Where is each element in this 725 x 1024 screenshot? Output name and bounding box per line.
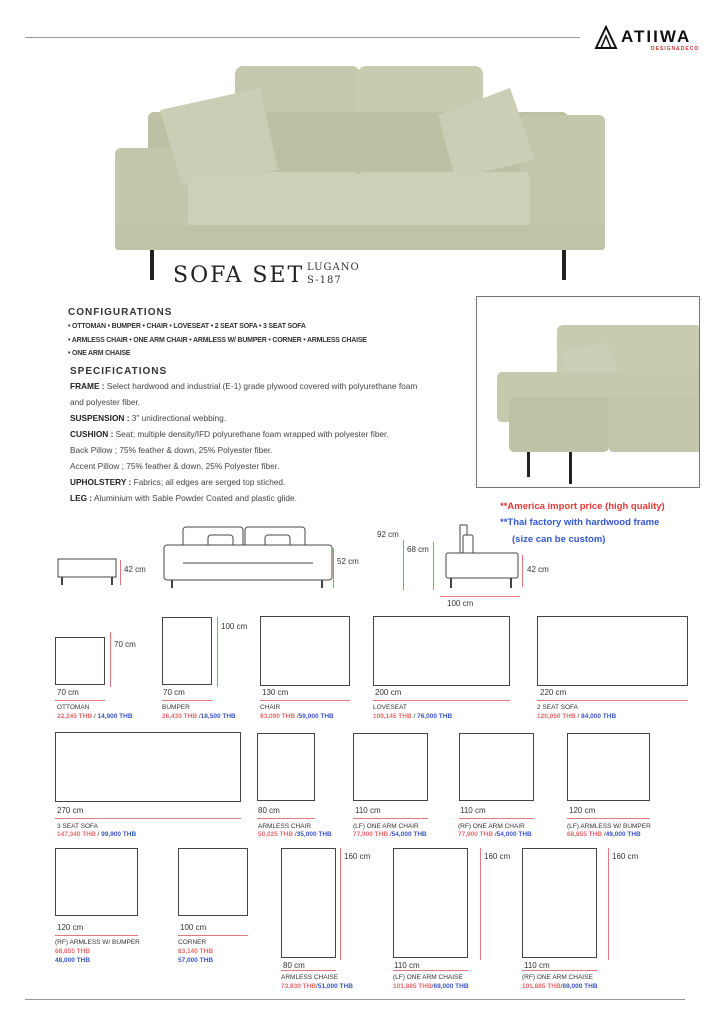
price-import: 109,145 THB [373,713,412,720]
item-name: 2 SEAT SOFA [537,704,578,711]
item-name: CORNER [178,939,207,946]
dim-line [459,818,534,819]
dim-back-height: 68 cm [407,545,429,554]
dim-bumper-width: 70 cm [163,688,185,697]
price-import: 120,050 THB [537,713,576,720]
price-thai: 35,000 THB [296,831,332,838]
item-price: 77,900 THB /54,000 THB [458,831,532,838]
dim-line [353,818,428,819]
spec-suspension-label: SUSPENSION : [70,413,130,423]
dim-line [522,555,523,587]
dim-line [480,848,481,960]
dim-line [393,970,468,971]
spec-upholstery-label: UPHOLSTERY : [70,477,132,487]
rf-one-arm-chaise-plan [522,848,597,958]
corner-plan [178,848,248,916]
price-import: 93,090 THB [260,713,296,720]
dim-line [522,970,597,971]
dim-line [433,542,434,590]
note-import-price: **America import price (high quality) [500,501,665,512]
spec-frame-label: FRAME : [70,381,105,391]
dim-line [120,560,121,585]
configurations-line: • ONE ARM CHAISE [68,350,131,357]
dim-ottoman-width: 70 cm [57,688,79,697]
dim-sofa-height: 52 cm [337,557,359,566]
dim-line [55,935,138,936]
dim-line [178,935,248,936]
rf-armless-bumper-plan [55,848,138,916]
price-thai: 49,000 THB [605,831,641,838]
price-import: 26,430 THB [162,713,198,720]
page-title: SOFA SET [173,263,305,288]
brand-logo [593,24,619,55]
dim-line [440,596,520,597]
two-seat-sofa-plan [537,616,688,686]
item-price: 93,090 THB /59,000 THB [260,713,334,720]
spec-leg-label: LEG : [70,493,93,503]
dim-rf-armless-bumper-width: 120 cm [57,923,84,932]
item-name: BUMPER [162,704,190,711]
hero-sofa-image [110,60,605,285]
spec-frame-text: Select hardwood and industrial (E-1) grade plywood covered with polyurethane foam [106,381,418,391]
armless-chaise-plan [281,848,336,958]
price-import: 77,900 THB [353,831,389,838]
dim-two-seat-width: 220 cm [540,688,567,697]
item-name: (LF) ONE ARM CHAISE [393,974,463,981]
lf-armless-bumper-plan [567,733,650,801]
item-name: CHAIR [260,704,281,711]
dim-ottoman-height: 42 cm [124,565,146,574]
ottoman-plan [55,637,105,685]
price-import: 68,855 THB [55,948,91,955]
item-name: (RF) ONE ARM CHAISE [522,974,593,981]
dim-lf-one-arm-chair-width: 110 cm [355,806,381,815]
dim-loveseat-width: 200 cm [375,688,402,697]
model-name: LUGANO [307,262,360,273]
dim-three-seat-width: 270 cm [57,806,84,815]
note-factory: **Thai factory with hardwood frame [500,517,660,528]
price-thai: 59,000 THB [298,713,334,720]
item-name: ARMLESS CHAIR [258,823,312,830]
dim-armless-chair-width: 80 cm [258,806,280,815]
dim-line [257,818,315,819]
dim-lf-one-arm-chaise-depth: 160 cm [484,852,511,861]
item-price: 109,145 THB / 76,000 THB [373,713,453,720]
price-thai: 54,000 THB [496,831,532,838]
item-price: 73,830 THB/51,000 THB [281,983,353,990]
price-import: 147,340 THB [57,831,96,838]
spec-leg-text: Aluminium with Sable Powder Coated and plastic glide. [93,493,297,503]
dim-ottoman-depth: 70 cm [114,640,136,649]
price-thai: 54,000 THB [391,831,427,838]
item-name: (LF) ONE ARM CHAIR [353,823,419,830]
dim-line [340,848,341,960]
dim-line [281,970,336,971]
price-import: 101,885 THB [522,983,561,990]
dim-bumper-depth: 100 cm [221,622,248,631]
dim-armless-chaise-depth: 160 cm [344,852,371,861]
item-name: (RF) ONE ARM CHAIR [458,823,525,830]
lf-one-arm-chaise-plan [393,848,468,958]
dim-depth: 100 cm [447,599,474,608]
price-thai: 14,900 THB [97,713,133,720]
price-import: 77,900 THB [458,831,494,838]
specifications-body [70,378,465,506]
dim-line [373,700,510,701]
item-price: 22,245 THB / 14,900 THB [57,713,133,720]
dim-line [55,818,241,819]
price-thai: 57,000 THB [178,957,214,964]
three-seat-sofa-plan [55,732,241,802]
dim-lf-one-arm-chaise-width: 110 cm [394,961,420,970]
item-price: 147,340 THB / 99,900 THB [57,831,137,838]
dim-line [110,632,111,687]
sofa-side-drawing [445,523,520,596]
dim-armless-chaise-width: 80 cm [283,961,305,970]
price-thai: 84,000 THB [581,713,617,720]
item-price: 50,025 THB /35,000 THB [258,831,332,838]
dim-line [260,700,350,701]
dim-line [537,700,688,701]
price-import: 73,830 THB [281,983,317,990]
specifications-heading: SPECIFICATIONS [70,366,168,377]
item-name: (LF) ARMLESS W/ BUMPER [567,823,651,830]
item-price: 120,050 THB / 84,000 THB [537,713,617,720]
dim-line [162,700,212,701]
model-code: S-187 [307,275,342,286]
spec-cushion-label: CUSHION : [70,429,114,439]
configurations-line: • OTTOMAN • BUMPER • CHAIR • LOVESEAT • 2 SEAT SOFA • 3 SEAT SOFA [68,323,306,330]
side-sofa-image [476,296,700,488]
configurations-line: • ARMLESS CHAIR • ONE ARM CHAIR • ARMLESS W/ BUMPER • CORNER • ARMLESS CHAISE [68,337,367,344]
bumper-plan [162,617,212,685]
dim-line [333,548,334,588]
spec-cushion-text: Seat; multiple density/IFD polyurethane foam wrapped with polyester fiber. [115,429,389,439]
spec-accent-pillow: Accent Pillow ; 75% feather & down, 25% Polyester fiber. [70,461,280,471]
price-thai: 99,900 THB [101,831,137,838]
price-import: 22,245 THB [57,713,93,720]
dim-back-total: 92 cm [377,530,399,539]
dim-rf-one-arm-chaise-width: 110 cm [524,961,550,970]
price-thai: 48,000 THB [55,957,91,964]
dim-rf-one-arm-chair-width: 110 cm [460,806,486,815]
item-name: 3 SEAT SOFA [57,823,98,830]
price-thai: 69,000 THB [562,983,598,990]
spec-frame-text-2: and polyester fiber. [70,397,141,407]
sofa-front-drawing [163,525,333,595]
item-name: (RF) ARMLESS W/ BUMPER [55,939,140,946]
configurations-heading: CONFIGURATIONS [68,307,173,318]
spec-upholstery-text: Fabrics; all edges are serged top stiched. [133,477,286,487]
item-price: 26,430 THB /18,500 THB [162,713,236,720]
item-price: 68,855 THB /49,000 THB [567,831,641,838]
dim-line [567,818,650,819]
price-thai: 51,000 THB [317,983,353,990]
dim-line [403,540,404,590]
dim-line [608,848,609,960]
dim-chair-width: 130 cm [262,688,289,697]
spec-suspension-text: 3" unidirectional webbing. [131,413,227,423]
item-price: 77,900 THB /54,000 THB [353,831,427,838]
item-name: OTTOMAN [57,704,90,711]
item-price: 101,885 THB/69,000 THB [522,983,598,990]
footer-rule [25,999,685,1000]
rf-one-arm-chair-plan [459,733,534,801]
brand-name: ATIIWA [621,27,692,46]
lf-one-arm-chair-plan [353,733,428,801]
dim-line [55,700,105,701]
item-name: LOVESEAT [373,704,407,711]
dim-side-seat-height: 42 cm [527,565,549,574]
price-thai: 69,000 THB [433,983,469,990]
header-rule [25,37,580,38]
dim-rf-one-arm-chaise-depth: 160 cm [612,852,639,861]
spec-back-pillow: Back Pillow ; 75% feather & down, 25% Polyester fiber. [70,445,273,455]
chair-plan [260,616,350,686]
brand-tagline: DESIGN&DECO [651,46,700,52]
price-import: 50,025 THB [258,831,294,838]
armless-chair-plan [257,733,315,801]
price-thai: 76,000 THB [417,713,453,720]
price-import: 68,855 THB [567,831,603,838]
dim-line [217,617,218,687]
ottoman-front-drawing [57,558,117,593]
brand-mark-icon [593,24,619,50]
price-import: 83,140 THB [178,948,214,955]
price-import: 101,885 THB [393,983,432,990]
dim-lf-armless-bumper-width: 120 cm [569,806,596,815]
note-custom-size: (size can be custom) [512,534,606,545]
price-thai: 18,500 THB [200,713,236,720]
item-name: ARMLESS CHAISE [281,974,339,981]
item-price: 101,885 THB/69,000 THB [393,983,469,990]
dim-corner-width: 100 cm [180,923,207,932]
loveseat-plan [373,616,510,686]
